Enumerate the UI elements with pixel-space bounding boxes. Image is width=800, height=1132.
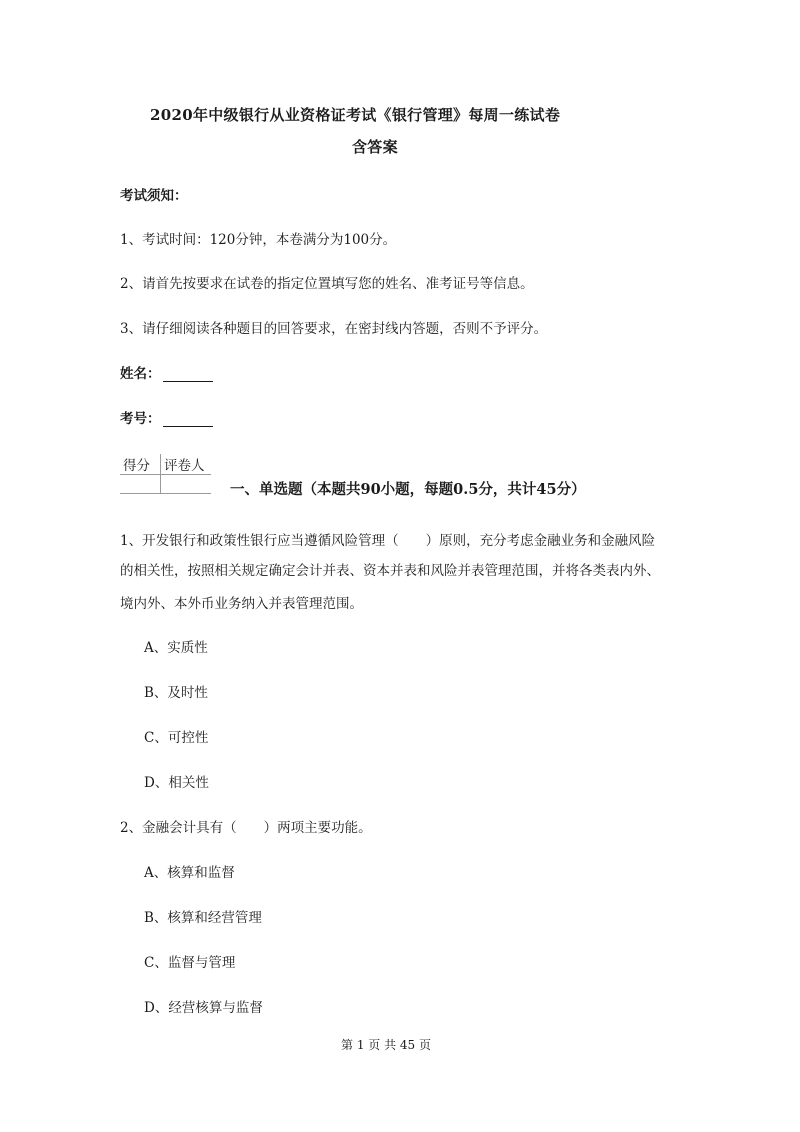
notice-item: 2、请首先按要求在试卷的指定位置填写您的姓名、准考证号等信息。 <box>120 276 534 292</box>
page-subtitle: 含答案 <box>352 138 398 156</box>
page-footer: 第 1 页 共 45 页 <box>341 1038 431 1052</box>
name-blank[interactable] <box>163 367 213 382</box>
option-b[interactable]: B、核算和经营管理 <box>144 910 262 926</box>
option-a[interactable]: A、核算和监督 <box>144 865 235 881</box>
page-title: 2020年中级银行从业资格证考试《银行管理》每周一练试卷 <box>150 106 561 124</box>
question-line: 境内外、本外币业务纳入并表管理范围。 <box>120 596 363 612</box>
grader-cell[interactable] <box>161 475 212 494</box>
name-label: 姓名： <box>120 366 161 382</box>
option-c[interactable]: C、监督与管理 <box>144 955 236 971</box>
exam-id-label: 考号： <box>120 411 161 427</box>
option-d[interactable]: D、相关性 <box>144 775 209 791</box>
exam-id-field <box>120 407 213 427</box>
notice-heading: 考试须知： <box>120 188 188 204</box>
score-header: 得分 <box>120 454 161 475</box>
question-line: 1、开发银行和政策性银行应当遵循风险管理（ ）原则，充分考虑金融业务和金融风险 <box>120 533 656 549</box>
option-c[interactable]: C、可控性 <box>144 730 209 746</box>
grader-header: 评卷人 <box>161 454 212 475</box>
score-cell[interactable] <box>120 475 161 494</box>
exam-id-blank[interactable] <box>163 412 213 427</box>
question-line: 2、金融会计具有（ ）两项主要功能。 <box>120 820 372 836</box>
question-line: 的相关性，按照相关规定确定会计并表、资本并表和风险并表管理范围，并将各类表内外、 <box>120 563 660 579</box>
option-b[interactable]: B、及时性 <box>144 685 208 701</box>
notice-item: 3、请仔细阅读各种题目的回答要求，在密封线内答题，否则不予评分。 <box>120 321 548 337</box>
score-table <box>120 454 211 494</box>
option-a[interactable]: A、实质性 <box>144 640 208 656</box>
option-d[interactable]: D、经营核算与监督 <box>144 1000 263 1016</box>
section-title: 一、单选题（本题共90小题，每题0.5分，共计45分） <box>230 481 586 498</box>
notice-item: 1、考试时间：120分钟，本卷满分为100分。 <box>120 232 397 248</box>
name-field <box>120 362 213 382</box>
